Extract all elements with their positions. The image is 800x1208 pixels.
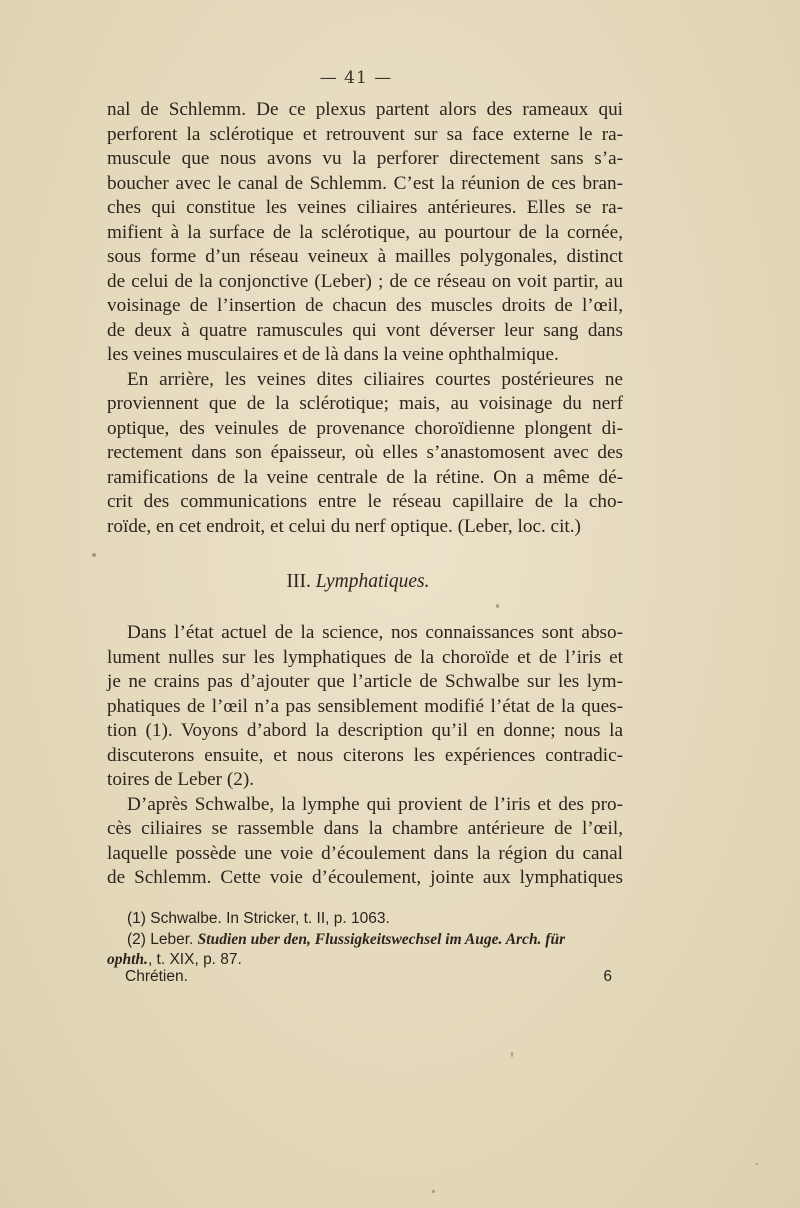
text-line: optique, des veinules de provenance choroïdienne plongent di-: [107, 417, 623, 439]
text-line: je ne crains pas d’ajouter que l’article de Schwalbe sur les lym-: [107, 671, 623, 692]
text-line: ches qui constitue les veines ciliaires antérieures. Elles se ra-: [107, 197, 623, 218]
section-number: III.: [286, 571, 311, 592]
footnote-2-journal: ophth.: [107, 951, 148, 968]
text-line: Dans l’état actuel de la science, nos connaissances sont abso-: [127, 622, 623, 643]
footnote-1: (1) Schwalbe. In Stricker, t. II, p. 1063.: [127, 910, 390, 927]
text-line: voisinage de l’insertion de chacun des muscles droits de l’œil,: [107, 295, 623, 316]
text-line: toires de Leber (2).: [107, 769, 255, 790]
text-line: de Schlemm. Cette voie d’écoulement, jointe aux lymphatiques: [107, 867, 623, 888]
text-line: discuterons ensuite, et nous citerons les expériences contradic-: [107, 744, 623, 766]
body-text-upper: [107, 98, 623, 539]
signature-author: Chrétien.: [125, 968, 188, 985]
printer-signature: [125, 968, 612, 986]
text-line: crit des communications entre le réseau capillaire de la cho-: [107, 491, 623, 512]
text-line: laquelle possède une voie d’écoulement dans la région du canal: [107, 842, 623, 864]
paper-speck: [496, 604, 499, 608]
paper-speck: [511, 1052, 513, 1057]
text-line: rectement dans son épaisseur, où elles s’anastomosent avec des: [107, 442, 623, 463]
paper-speck: [432, 1190, 435, 1193]
text-line: sous forme d’un réseau veineux à mailles polygonales, distinct: [107, 246, 623, 267]
signature-sheet-number: 6: [603, 968, 612, 985]
text-line: En arrière, les veines dites ciliaires courtes postérieures ne: [127, 368, 623, 390]
footnotes: [107, 909, 623, 971]
text-line: tion (1). Voyons d’abord la description qu’il en donne; nous la: [107, 720, 623, 741]
footnote-2: [107, 930, 623, 951]
paper-speck: [92, 553, 96, 557]
text-line: lument nulles sur les lymphatiques de la choroïde et de l’iris et: [107, 646, 623, 668]
text-line: proviennent que de la sclérotique; mais, au voisinage du nerf: [107, 393, 623, 414]
body-text-lower: [107, 621, 623, 891]
footnote-2-reference: , t. XIX, p. 87.: [147, 951, 242, 968]
paper-speck: [756, 1163, 758, 1165]
text-line: boucher avec le canal de Schlemm. C’est la réunion de ces bran-: [107, 172, 623, 194]
footnote-2-author: (2) Leber.: [127, 930, 198, 948]
text-line: les veines musculaires et de là dans la veine ophthalmique.: [107, 344, 559, 365]
section-title: Lymphatiques.: [315, 571, 430, 592]
text-line: roïde, en cet endroit, et celui du nerf optique. (Leber, loc. cit.): [107, 515, 581, 537]
text-line: nal de Schlemm. De ce plexus partent alors des rameaux qui: [107, 99, 623, 120]
text-line: muscule que nous avons vu la perforer directement sans s’a-: [107, 148, 623, 169]
footnote-2-title: Studien uber den, Flussigkeitswechsel im Auge. Arch. für: [197, 930, 566, 948]
page-number: — 41 —: [319, 68, 393, 88]
section-heading: [0, 571, 716, 593]
text-line: ramifications de la veine centrale de la rétine. On a même dé-: [107, 466, 623, 488]
text-line: mifient à la surface de la sclérotique, au pourtour de la cornée,: [107, 221, 623, 243]
text-line: perforent la sclérotique et retrouvent sur sa face externe le ra-: [107, 123, 623, 145]
text-line: cès ciliaires se rassemble dans la chambre antérieure de l’œil,: [107, 818, 623, 839]
text-line: de celui de la conjonctive (Leber) ; de ce réseau on voit partir, au: [107, 270, 623, 292]
text-line: D’après Schwalbe, la lymphe qui provient de l’iris et des pro-: [127, 793, 623, 815]
text-line: de deux à quatre ramuscules qui vont déverser leur sang dans: [107, 319, 623, 341]
text-line: phatiques de l’œil n’a pas sensiblement modifié l’état de la ques-: [107, 695, 623, 717]
